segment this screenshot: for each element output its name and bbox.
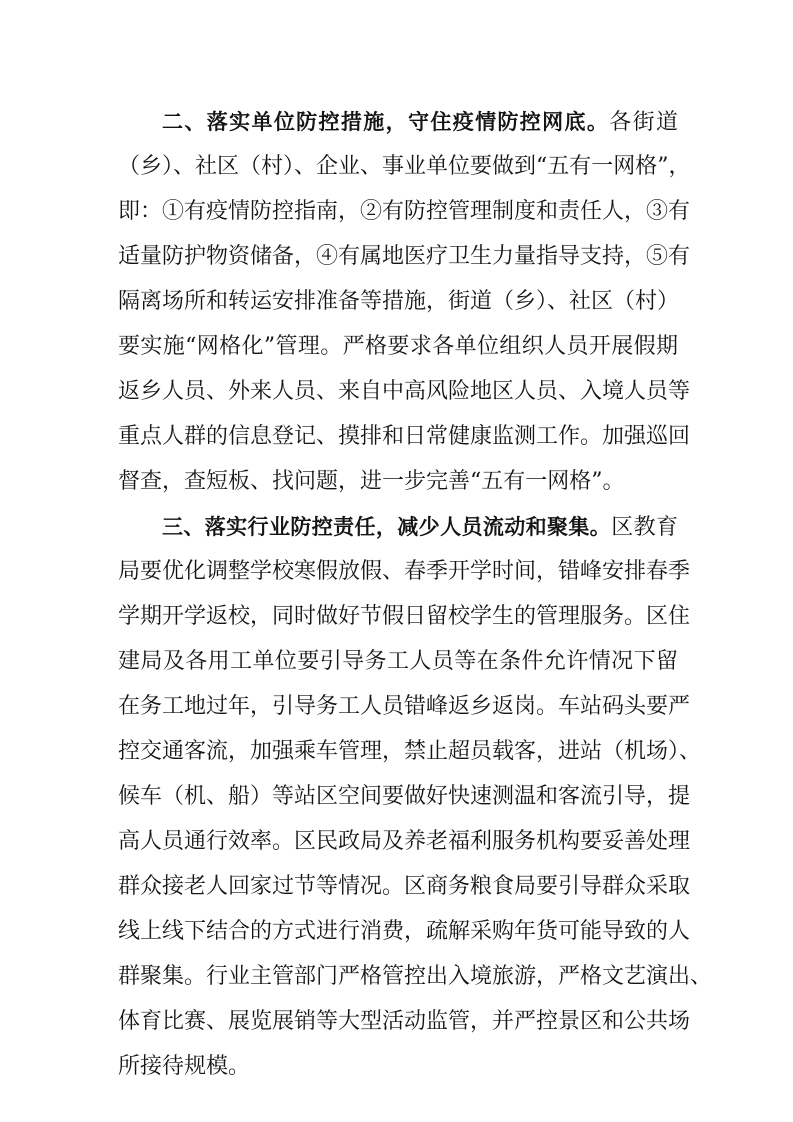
section-3-line-3: 建局及各用工单位要引导务工人员等在条件允许情况下留 [118, 649, 678, 674]
section-3-line-10: 群聚集。行业主管部门严格管控出入境旅游，严格文艺演出、 [118, 964, 713, 989]
section-3-line-0: 区教育 [611, 515, 678, 540]
section-2-line-1: （乡）、社区（村）、企业、事业单位要做到“五有一网格”， [118, 154, 691, 179]
section-2-heading: 二、落实单位防控措施，守住疫情防控网底。 [162, 110, 610, 134]
section-3-line-9: 线上线下结合的方式进行消费，疏解采购年货可能导致的人 [118, 919, 691, 944]
section-3-first-line [162, 511, 678, 543]
section-2-line-2: 即：①有疫情防控指南，②有防控管理制度和责任人，③有 [118, 199, 691, 224]
section-3-line-8: 群众接老人回家过节等情况。区商务粮食局要引导群众采取 [118, 874, 691, 899]
section-3-line-7: 高人员通行效率。区民政局及养老福利服务机构要妥善处理 [118, 829, 691, 854]
section-2-line-0: 各街道 [609, 110, 678, 135]
section-2-line-3: 适量防护物资储备，④有属地医疗卫生力量指导支持，⑤有 [118, 244, 691, 269]
section-3-line-1: 局要优化调整学校寒假放假、春季开学时间，错峰安排春季 [118, 559, 691, 584]
section-3-line-4: 在务工地过年，引导务工人员错峰返乡返岗。车站码头要严 [118, 694, 691, 719]
section-3-line-5: 控交通客流，加强乘车管理，禁止超员载客，进站（机场）、 [118, 739, 702, 764]
section-2-line-7: 重点人群的信息登记、摸排和日常健康监测工作。加强巡回 [118, 424, 691, 449]
section-3-line-12: 所接待规模。 [118, 1054, 251, 1079]
section-2-line-8: 督查，查短板、找问题，进一步完善“五有一网格”。 [118, 469, 625, 494]
section-2-first-line [162, 106, 678, 138]
section-3-line-6: 候车（机、船）等站区空间要做好快速测温和客流引导，提 [118, 784, 691, 809]
section-2-line-4: 隔离场所和转运安排准备等措施，街道（乡）、社区（村） [118, 289, 680, 314]
section-3-line-2: 学期开学返校，同时做好节假日留校学生的管理服务。区住 [118, 604, 691, 629]
section-3-line-11: 体育比赛、展览展销等大型活动监管，并严控景区和公共场 [118, 1009, 691, 1034]
section-3-heading: 三、落实行业防控责任，减少人员流动和聚集。 [162, 515, 612, 539]
section-2-line-5: 要实施“网格化”管理。严格要求各单位组织人员开展假期 [118, 334, 678, 359]
section-2-line-6: 返乡人员、外来人员、来自中高风险地区人员、入境人员等 [118, 379, 691, 404]
